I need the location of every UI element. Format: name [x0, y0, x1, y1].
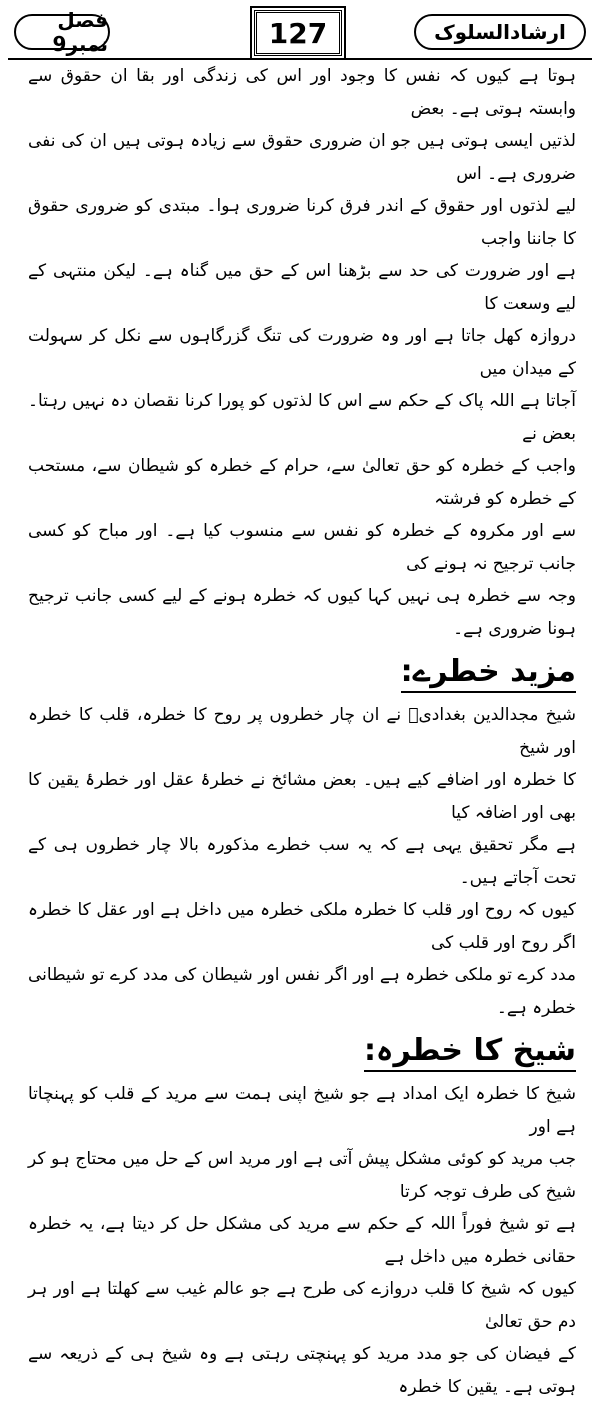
text-line: سے اور مکروہ کے خطرہ کو نفس سے منسوب کیا ہے۔ اور مباح کو کسی جانب ترجیح نہ ہونے کی — [28, 521, 576, 574]
page-number: 127 — [254, 10, 342, 56]
text-line: کے فیضان کی جو مدد مرید کو پہنچتی رہتی ہے وہ شیخ ہی کے ذریعہ سے ہوتی ہے۔ یقین کا خطرہ — [28, 1344, 576, 1397]
text-line: آجاتا ہے اللہ پاک کے حکم سے اس کا لذتوں کو پورا کرنا نقصان دہ نہیں رہتا۔ بعض نے — [28, 391, 576, 444]
text-line: وجہ سے خطرہ ہی نہیں کہا کیوں کہ خطرہ ہونے کے لیے کسی جانب ترجیح ہونا ضروری ہے۔ — [28, 586, 576, 639]
text-line: مدد کرے تو ملکی خطرہ ہے اور اگر نفس اور شیطان کی مدد کرے تو شیطانی خطرہ ہے۔ — [28, 965, 576, 1018]
section-heading-more-thoughts — [28, 645, 576, 699]
text-line: کا خطرہ اور اضافے کیے ہیں۔ بعض مشائخ نے خطرۂ عقل اور خطرۂ یقین کا بھی اور اضافہ کیا — [28, 770, 576, 823]
text-line: شیخ مجدالدین بغدادیؒ نے ان چار خطروں پر روح کا خطرہ، قلب کا خطرہ اور شیخ — [28, 705, 576, 758]
text-line: ہے مگر تحقیق یہی ہے کہ یہ سب خطرے مذکورہ بالا چار خطروں ہی کے تحت آجاتے ہیں۔ — [28, 835, 576, 888]
text-line: دروازہ کھل جاتا ہے اور وہ ضرورت کی تنگ گزرگاہوں سے نکل کر سہولت کے میدان میں — [28, 326, 576, 379]
section-heading-text: مزید خطرے: — [401, 654, 576, 693]
page-header — [8, 8, 592, 54]
text-line: لذتیں ایسی ہوتی ہیں جو ان ضروری حقوق سے زیادہ ہوتی ہیں ان کی نفی ضروری ہے۔ اس — [28, 131, 576, 184]
text-line: ہوتا ہے کیوں کہ نفس کا وجود اور اس کی زندگی اور بقا ان حقوق سے وابستہ ہوتی ہے۔ بعض — [28, 66, 576, 119]
text-line: شیخ کا خطرہ ایک امداد ہے جو شیخ اپنی ہمت سے مرید کے قلب کو پہنچاتا ہے اور — [28, 1084, 576, 1137]
text-line: جب مرید کو کوئی مشکل پیش آتی ہے اور مرید اس کے حل میں محتاج ہو کر شیخ کی طرف توجہ کرتا — [28, 1149, 576, 1202]
text-line: کیوں کہ شیخ کا قلب دروازے کی طرح ہے جو عالم غیب سے کھلتا ہے اور ہر دم حق تعالیٰ — [28, 1279, 576, 1332]
book-title: ارشادالسلوک — [414, 14, 586, 50]
page-body — [28, 60, 576, 1403]
section-heading-text: شیخ کا خطرہ: — [364, 1033, 576, 1072]
text-line: ہے اور ضرورت کی حد سے بڑھنا اس کے حق میں گناہ ہے۔ لیکن منتہی کے لیے وسعت کا — [28, 261, 576, 314]
section-heading-sheikh-thought — [28, 1024, 576, 1078]
paragraph-1 — [28, 60, 576, 645]
chapter-label: فصل نمبر9 — [14, 14, 110, 50]
text-line: واجب کے خطرہ کو حق تعالیٰ سے، حرام کے خطرہ کو شیطان سے، مستحب کے خطرہ کو فرشتہ — [28, 456, 576, 509]
text-line: لیے لذتوں اور حقوق کے اندر فرق کرنا ضروری ہوا۔ مبتدی کو ضروری حقوق کا جاننا واجب — [28, 196, 576, 249]
paragraph-2 — [28, 699, 576, 1024]
text-line: ہے تو شیخ فوراً اللہ کے حکم سے مرید کی مشکل حل کر دیتا ہے، یہ خطرہ حقانی خطرہ میں داخل ہے — [28, 1214, 576, 1267]
paragraph-3 — [28, 1078, 576, 1403]
text-line: کیوں کہ روح اور قلب کا خطرہ ملکی خطرہ میں داخل ہے اور عقل کا خطرہ اگر روح اور قلب کی — [28, 900, 576, 953]
